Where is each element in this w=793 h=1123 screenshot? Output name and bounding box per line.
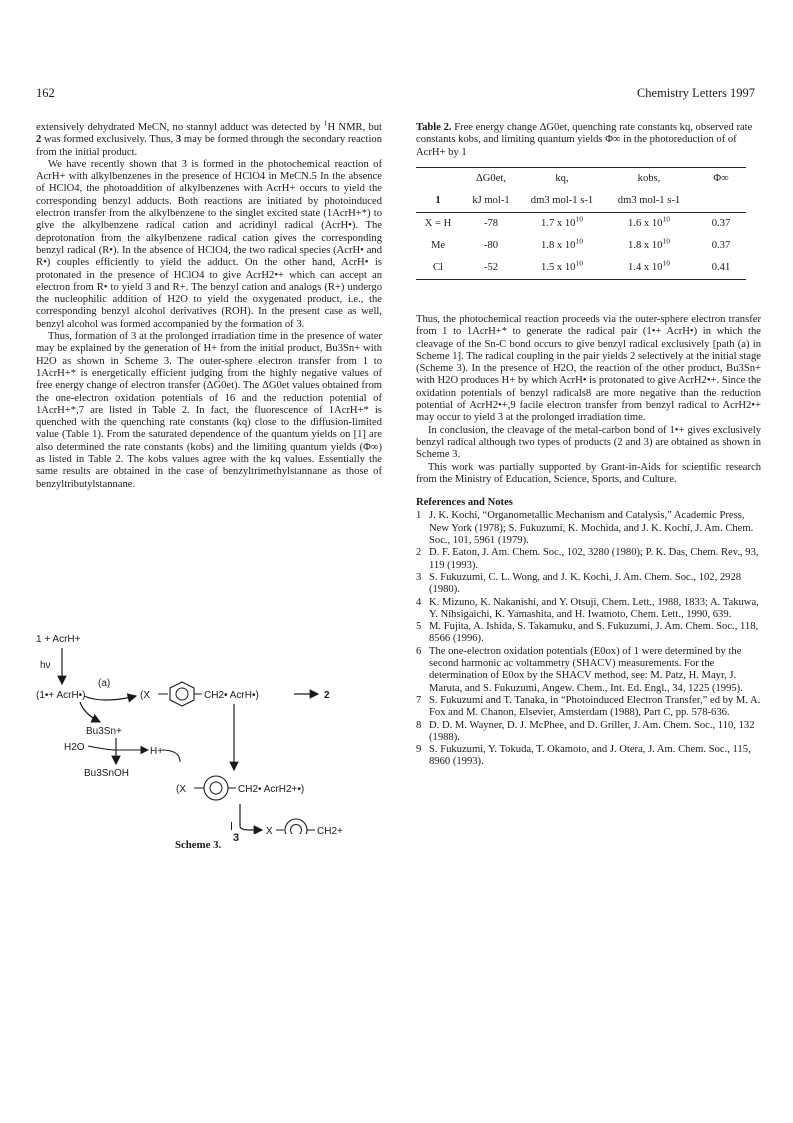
reference-item: 5 M. Fujita, A. Ishida, S. Takamuku, and S. Fukuzumi, J. Am. Chem. Soc., 118, 8566 (1996). (416, 621, 759, 645)
reference-item: 1 J. K. Kochi, “Organometallic Mechanism and Catalysis,” Academic Press, New York (1978); S. Fukuzumi, K. Mochida, and J. K. Kochi, J. Am. Chem. Soc., 101, 5961 (1979). (416, 510, 754, 547)
table-row: Cl -52 1.5 x $10^{10}$ 1.4 x $10^{10}$ 0.41 (416, 257, 746, 280)
col-header-phi: Φ∞ (696, 167, 746, 190)
paragraph-mechanism-summary: Thus, the photochemical reaction proceeds via the outer-sphere electron transfer from 1 to 1AcrH+* to generate the radical pair (1•+ AcrH•) in which the cleavage of the Sn-C bond occurs to give benzyl radical exclusively [path (a) in Scheme 1]. The radical coupling in the pair yields 2 selectively at the initial stage (Scheme 3). In the presence of H2O, the reaction of the other product, Bu3Sn+ with H2O produces H+ by which AcrH• is protonated to give AcrH2•+. Since the oxidation potentials of benzyl radicals8 are more negative than the reduction potential of AcrH2•+,9 facile electron transfer from benzyl radical to AcrH2•+ may occur to yield 3 at the prolonged irradiation time. (416, 314, 761, 424)
table-2 (416, 122, 761, 280)
benzene-aromatic (176, 688, 188, 700)
unit-dg: kJ mol-1 (472, 195, 510, 207)
unit-kq: dm3 mol-1 s-1 (530, 195, 594, 207)
unit-phi (696, 190, 746, 213)
h2o-label: H2O (64, 742, 85, 753)
et-arrow (240, 804, 262, 830)
product-3: 3 (233, 832, 240, 844)
table-header-row (416, 167, 746, 190)
benzene-aromatic (291, 825, 302, 835)
reference-item: 8 D. D. M. Wayner, D. J. McPhee, and D. Griller, J. Am. Chem. Soc., 110, 132 (1988). (416, 719, 755, 743)
radical-pair-left: (1•+ AcrH•) (36, 690, 86, 701)
path-a-label: (a) (98, 678, 111, 689)
unit-kobs: dm3 mol-1 s-1 (617, 195, 681, 207)
arrow-to-3 (231, 822, 232, 830)
table-row: X = H -78 1.7 x $10^{10}$ 1.6 x $10^{10}$ 0.37 (416, 212, 746, 235)
data-table (416, 167, 746, 280)
col-header-kq: kq, (522, 167, 602, 190)
pair-right-x: (X (140, 690, 150, 701)
bu3sn-arrow (80, 702, 100, 722)
reference-item: 3 S. Fukuzumi, C. L. Wong, and J. K. Kochi, J. Am. Chem. Soc., 102, 2928 (1980). (416, 571, 742, 596)
pair-low-ch2: CH2• AcrH2+•) (238, 784, 305, 795)
table-units-row (416, 190, 746, 213)
bu3sn-label: Bu3Sn+ (86, 726, 122, 737)
col-header-dg: ΔG0et, (460, 167, 522, 190)
scheme-caption: Scheme 3. (175, 839, 222, 851)
h-plus-label: H+ (150, 746, 164, 757)
table-row: Me -80 1.8 x $10^{10}$ 1.8 x $10^{10}$ 0.37 (430, 236, 731, 252)
paragraph-mechanism: We have recently shown that 3 is formed in the photochemical reaction of AcrH+ with alkylbenzenes in the presence of HClO4 in MeCN.5 In the absence of HClO4, the photoaddition of alkylbenzenes with AcrH+ occurs to yield the corresponding benzyl adducts. Both reactions are initiated by photoinduced electron transfer from the alkylbenzene to the singlet excited state (1AcrH+*) to give the alkylbenzene radical cation and acridinyl radical (AcrH•). The deprotonation from the alkylbenzene radical cation gives the corresponding benzyl radical (R•). In the absence of HClO4, the two radical species (AcrH• and R•) couples efficiently to yield the adduct. On the other hand, AcrH• is protonated in the presence of HClO4 to give AcrH2•+ which can accept an electron from R• to yield 3 and R+. The benzyl cation and analogs (R+) undergo the nucleophilic addition of H2O to yield the oxygenated product, i.e., the corresponding benzyl alcohol derivatives (ROH). In the present case as well, benzyl alcohol was formed accompanied by the formation of 3. (36, 158, 382, 330)
benzene-ring (204, 776, 228, 800)
scheme-start: 1 + AcrH+ (36, 634, 81, 645)
paragraph-acknowledgment: This work was partially supported by Grant-in-Aids for scientific research from the Ministry of Education, Science, Sports, and Culture. (416, 461, 761, 485)
references-title: References and Notes (416, 497, 513, 509)
left-column (36, 118, 382, 491)
reference-item: 7 S. Fukuzumi and T. Tanaka, in “Photoinduced Electron Transfer,” ed by M. A. Fox and M. Chanon, Elsevier, Amsterdam (1988), Part C, pp. 578-636. (416, 694, 761, 719)
col-header-compound: 1 (435, 195, 441, 207)
right-column (416, 314, 761, 769)
hv-label: hν (40, 660, 51, 671)
scheme-diagram (36, 634, 396, 834)
benzene-ring (170, 682, 194, 706)
benzene-ring (285, 819, 307, 834)
product-2: 2 (324, 690, 330, 701)
reference-item: 9 S. Fukuzumi, Y. Tokuda, T. Okamoto, and J. Otera, J. Am. Chem. Soc., 115, 8960 (1993). (416, 744, 751, 768)
bu3snoh-label: Bu3SnOH (84, 768, 130, 779)
reference-item: 4 K. Mizuno, K. Nakanishi, and Y. Otsuji, Chem. Lett., 1988, 1833; A. Takuwa, Y. Nihsigaichi, K. Yamashita, and H. Iwamoto, Chem. Lett., 1990, 639. (416, 596, 759, 620)
path-a-arrow (84, 696, 136, 700)
paragraph-formation: Thus, formation of 3 at the prolonged irradiation time in the presence of water may be explained by the generation of H+ from the initial product, Bu3Sn+ with H2O as shown in Scheme 3. The outer-sphere electron transfer from 1 to 1AcrH+* is energetically efficient judging from the highly negative values of free energy change of electron transfer (ΔG0et). The ΔG0et values obtained from the one-electron oxidation potentials of 16 and the reduction potential of 1AcrH+*,7 are listed in Table 2. In fact, the fluorescence of 1AcrH+* is quenched with the quenching rate constants (kq) close to the diffusion-limited value (Table 1). From the saturated dependence of the quantum yields on [1] are also determined the rate constants (kobs) and the limiting quantum yields (Φ∞) as listed in Table 2. The kobs values agree with the kq values. Essentially the same results are obtained in the case of benzyltrimethylstannane as those of benzyltributylstannane. (36, 331, 382, 490)
h-plus-arrow (88, 746, 148, 750)
col-header-kobs: kobs, (602, 167, 696, 190)
reference-item: 2 D. F. Eaton, J. Am. Chem. Soc., 102, 3280 (1980); P. K. Das, Chem. Rev., 93, 119 (1993). (416, 547, 759, 571)
cation-ch2: CH2+ (317, 826, 343, 834)
reference-item: 6 The one-electron oxidation potentials (E0ox) of 1 were determined by the second harmonic ac voltammetry (SHACV) measurements. For the determination of E0ox by the SHACV method, see: M. Patz, H. Mayr, J. Maruta, and S. Fukuzumi, Angew. Chem., Int. Ed. Engl., 34, 1225 (1995). (416, 645, 743, 694)
paragraph-continued: extensively dehydrated MeCN, no stannyl adduct was detected by $^1$H NMR, but 2 was formed exclusively. Thus, 3 may be formed through the secondary reaction from the initial product. (36, 118, 382, 158)
journal-header: Chemistry Letters 1997 (636, 86, 755, 100)
paragraph-conclusion: In conclusion, the cleavage of the metal-carbon bond of 1•+ gives exclusively benzyl radical although two types of products (2 and 3) are obtained as shown in Scheme 3. (416, 424, 761, 461)
pair-low-x: (X (176, 784, 186, 795)
pair-right-ch2: CH2• AcrH•) (204, 690, 259, 701)
h-plus-feed (162, 750, 180, 762)
cation-x: X (266, 826, 273, 834)
benzene-aromatic (210, 782, 222, 794)
page-number: 162 (36, 86, 55, 100)
scheme-3 (36, 634, 396, 874)
table-caption: Table 2. Free energy change ΔG0et, quenching rate constants kq, observed rate constants kobs, and limiting quantum yields Φ∞ in the photoreduction of of AcrH+ by 1 (416, 122, 753, 158)
reference-list (416, 510, 761, 768)
